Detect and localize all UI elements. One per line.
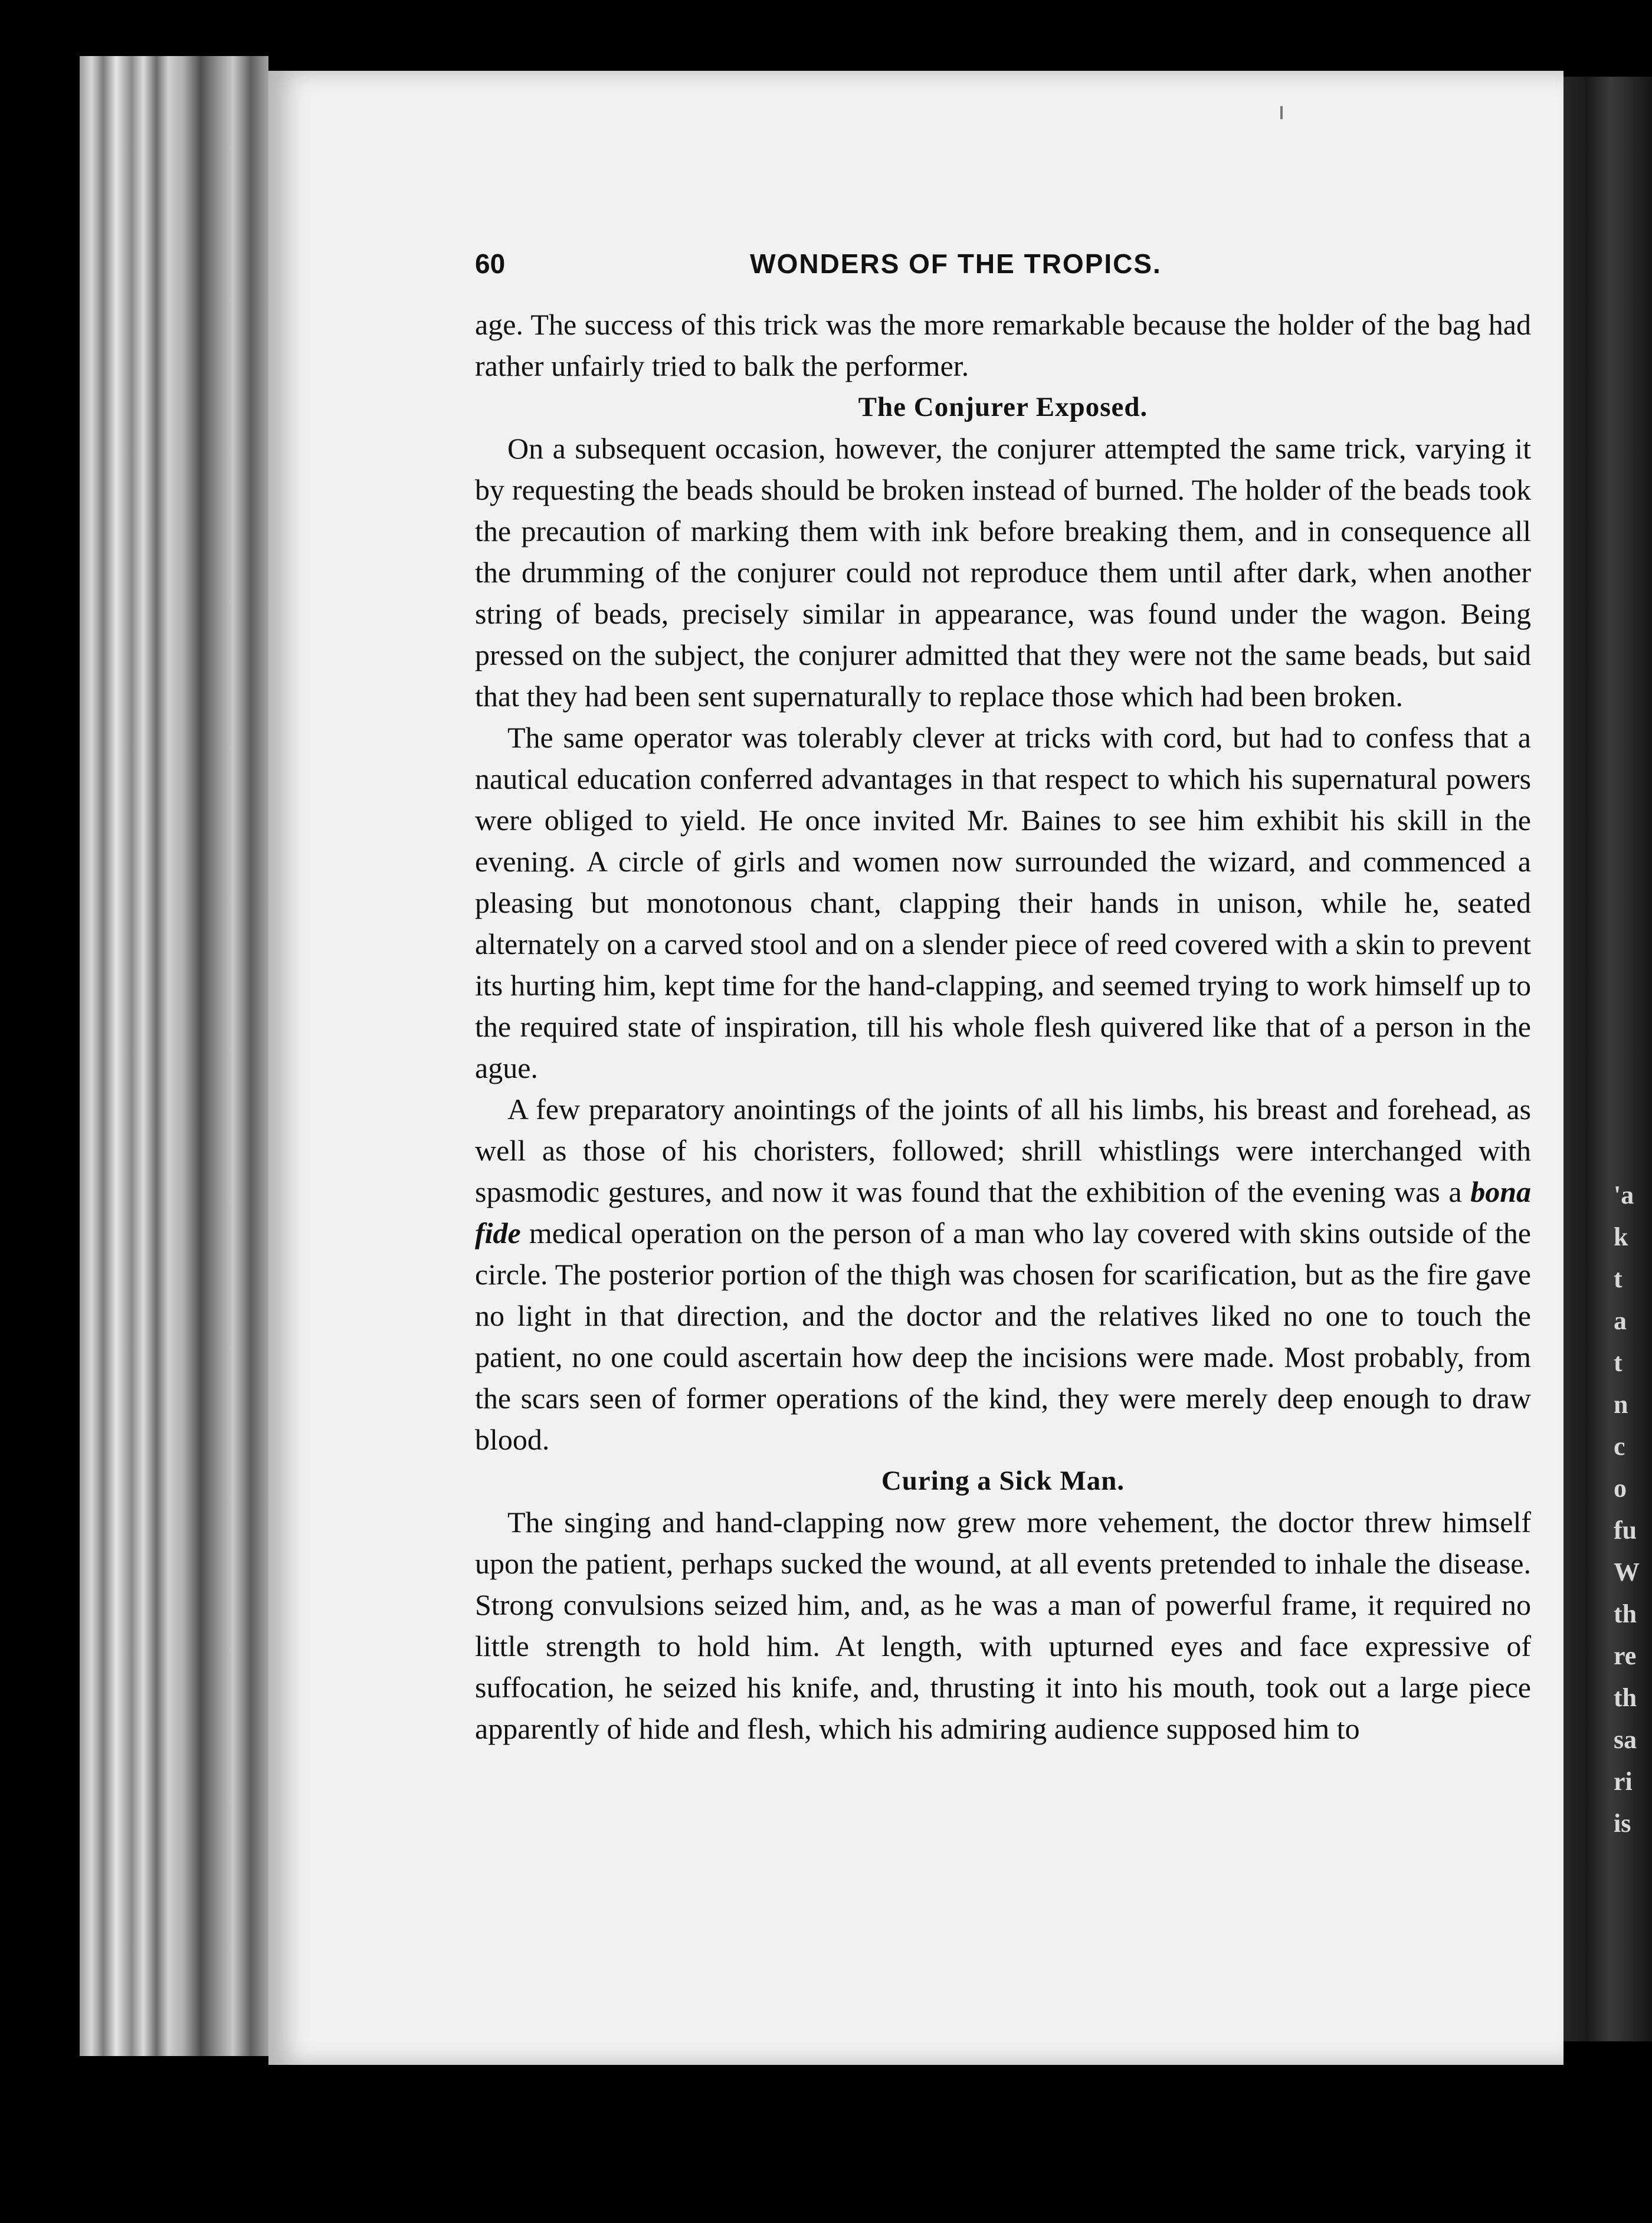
page-number: 60 [475,248,506,279]
scan-speck [1280,106,1283,119]
page-body [475,304,1531,1749]
paragraph: age. The success of this trick was the more remarkable because the holder of the bag had rather unfairly tried to balk the performer. [475,308,1531,382]
fragment-line: k [1614,1222,1628,1251]
fragment-line: t [1614,1264,1622,1293]
paragraph-text: A few preparatory anointings of the joints of all his limbs, his breast and forehead, as well as those of his choristers, followed; shrill whistlings were interchanged with spasmodic gestures, and now it was found that the exhibition of the evening was a [475,1093,1531,1208]
fragment-line: W [1614,1558,1640,1586]
fragment-line: re [1614,1641,1637,1670]
running-title: WONDERS OF THE TROPICS. [750,248,1162,279]
italic-phrase: bona fide [475,1175,1531,1250]
paragraph: The singing and hand-clapping now grew more vehement, the doctor threw himself upon the patient, perhaps sucked the wound, at all events pretended to inhale the disease. Strong convulsions seized him, and, as he was a man of powerful frame, it required no little strength to hold him. At length, with upturned eyes and face expressive of suffocation, he seized his knife, and, thrusting it into his mouth, took out a large piece apparently of hide and flesh, which his admiring audience supposed him to [475,1506,1531,1745]
fragment-line: ri [1614,1767,1633,1796]
fragment-line: a [1614,1306,1627,1335]
paragraph [475,1088,1531,1460]
facing-page-fragments [1614,1174,1652,1917]
paragraph: The same operator was tolerably clever at tricks with cord, but had to confess that a nautical education conferred advantages in that respect to which his supernatural powers were obliged to yield. He once invited Mr. Baines to see him exhibit his skill in the evening. A circle of girls and women now surrounded the wizard, and commenced a pleasing but monotonous chant, clapping their hands in unison, while he, seated alternately on a carved stool and on a slender piece of reed covered with a skin to prevent its hurting him, kept time for the hand-clapping, and seemed trying to work himself up to the required state of inspiration, till his whole flesh quivered like that of a person in the ague. [475,721,1531,1084]
fragment-line: sa [1614,1725,1637,1754]
book-page [268,71,1564,2065]
paragraph: On a subsequent occasion, however, the conjurer attempted the same trick, varying it by requesting the beads should be broken instead of burned. The holder of the beads took the precaution of marking them with ink before breaking them, and in consequence all the drumming of the conjurer could not reproduce them until after dark, when another string of beads, precisely similar in appearance, was found under the wagon. Being pressed on the subject, the conjurer admitted that they were not the same beads, but said that they had been sent supernaturally to replace those which had been broken. [475,432,1531,713]
fragment-line: th [1614,1683,1637,1712]
page-header [475,248,1496,283]
book-page-edges [80,56,268,2056]
fragment-line: o [1614,1474,1627,1503]
fragment-line: t [1614,1348,1622,1377]
section-heading: The Conjurer Exposed. [858,392,1148,422]
paragraph-text: medical operation on the person of a man who lay covered with skins outside of the circle. The posterior portion of the thigh was chosen for scarification, but as the fire gave no light in that direction, and the doctor and the relatives liked no one to touch the patient, no one could ascertain how deep the incisions were made. Most probably, from the scars seen of former operations of the kind, they were merely deep enough to draw blood. [475,1217,1531,1456]
section-heading: Curing a Sick Man. [881,1465,1125,1496]
fragment-line: 'a [1614,1181,1634,1209]
fragment-line: th [1614,1599,1637,1628]
fragment-line: is [1614,1809,1631,1838]
fragment-line: fu [1614,1516,1637,1545]
fragment-line: c [1614,1432,1625,1461]
fragment-line: n [1614,1390,1628,1419]
